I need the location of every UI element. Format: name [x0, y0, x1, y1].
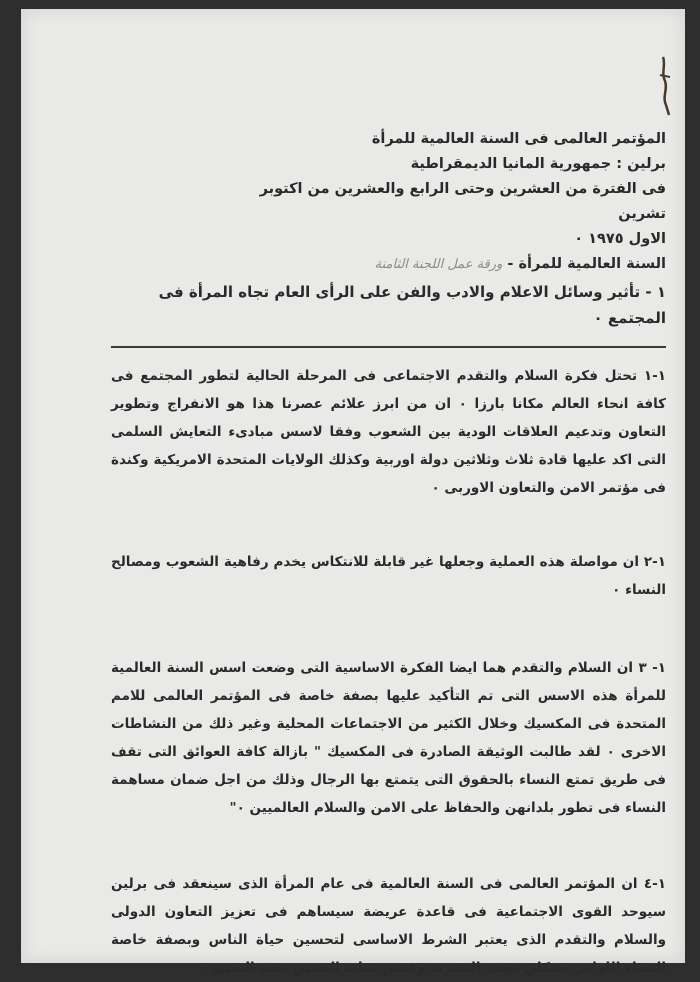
document-page [21, 9, 685, 976]
conference-location: برلين : جمهورية المانيا الديمقراطية [410, 156, 666, 172]
paragraph-1-3: ١- ٣ ان السلام والتقدم هما ايضا الفكرة الاساسية التى وضعت اسس السنة العالمية للمرأة هذه الاسس التى تم التأكيد عليها بصفة خاصة فى المؤتمر العالمى للامم المتحدة فى المكسيك وخلال الكثير من الاجتماعات المحلية وغير ذلك من النشاطات الاخرى ٠ لقد طالبت الوثيقة الصادرة فى المكسيك " بازالة كافة العوائق التى تقف فى طريق تمتع النساء بالحقوق التى يتمتع بها الرجال وذلك من اجل ضمان مساهمة النساء فى تطور بلدانهن والحفاظ على الامن والسلام العالميين ٠" [111, 660, 666, 816]
subject-handwritten: ورقة عمل اللجنة الثامنة [374, 257, 503, 272]
document-body [111, 127, 666, 982]
paragraph-1-2: ١-٢ ان مواصلة هذه العملية وجعلها غير قابلة للانتكاس يخدم رفاهية الشعوب ومصالح النساء ٠ [111, 554, 666, 598]
document-header [246, 127, 666, 277]
conference-dates: فى الفترة من العشرين وحتى الرابع والعشرين من اكتوبر تشرين [259, 181, 666, 222]
conference-year: الاول ١٩٧٥ ٠ [574, 231, 666, 247]
paragraph-1-4: ١-٤ ان المؤتمر العالمى فى السنة العالمية فى عام المرأة الذى سينعقد فى برلين سيوحد القوى الاجتماعية فى قاعدة عريضة سيساهم فى تعزيز التعاون الدولى والسلام والتقدم الذى يعتبر الشرط الاساسى لتحسين حياة الناس وبصفة خاصة النساء اللواتى يشكلن نصف البشرية وعشن مئات السنين تحت التمييز ٠ [111, 876, 666, 976]
subject-typed: السنة العالمية للمرأة - [507, 256, 666, 272]
paragraph-1-1: ١-١ تحتل فكرة السلام والتقدم الاجتماعى فى المرحلة الحالية لتطور المجتمع فى كافة انحاء العالم مكانا بارزا ٠ ان من ابرز علائم عصرنا هذا هو الانفراج وتطوير التعاون وتدعيم العلاقات الودية بين الشعوب وفقا لاسس مبادىء التعايش السلمى التى اكد عليها قادة ثلاث وثلاثين دولة اوربية وكذلك الولايات المتحدة الامريكية وكندة فى مؤتمر الامن والتعاون الاوربى ٠ [111, 368, 666, 496]
ink-mark-icon [657, 55, 673, 117]
topic-heading: ١ - تأثير وسائل الاعلام والادب والفن على الرأى العام تجاه المرأة فى المجتمع ٠ [158, 283, 666, 327]
document-subject [246, 252, 666, 277]
divider [111, 346, 666, 348]
conference-title: المؤتمر العالمى فى السنة العالمية للمرأة [371, 131, 666, 147]
